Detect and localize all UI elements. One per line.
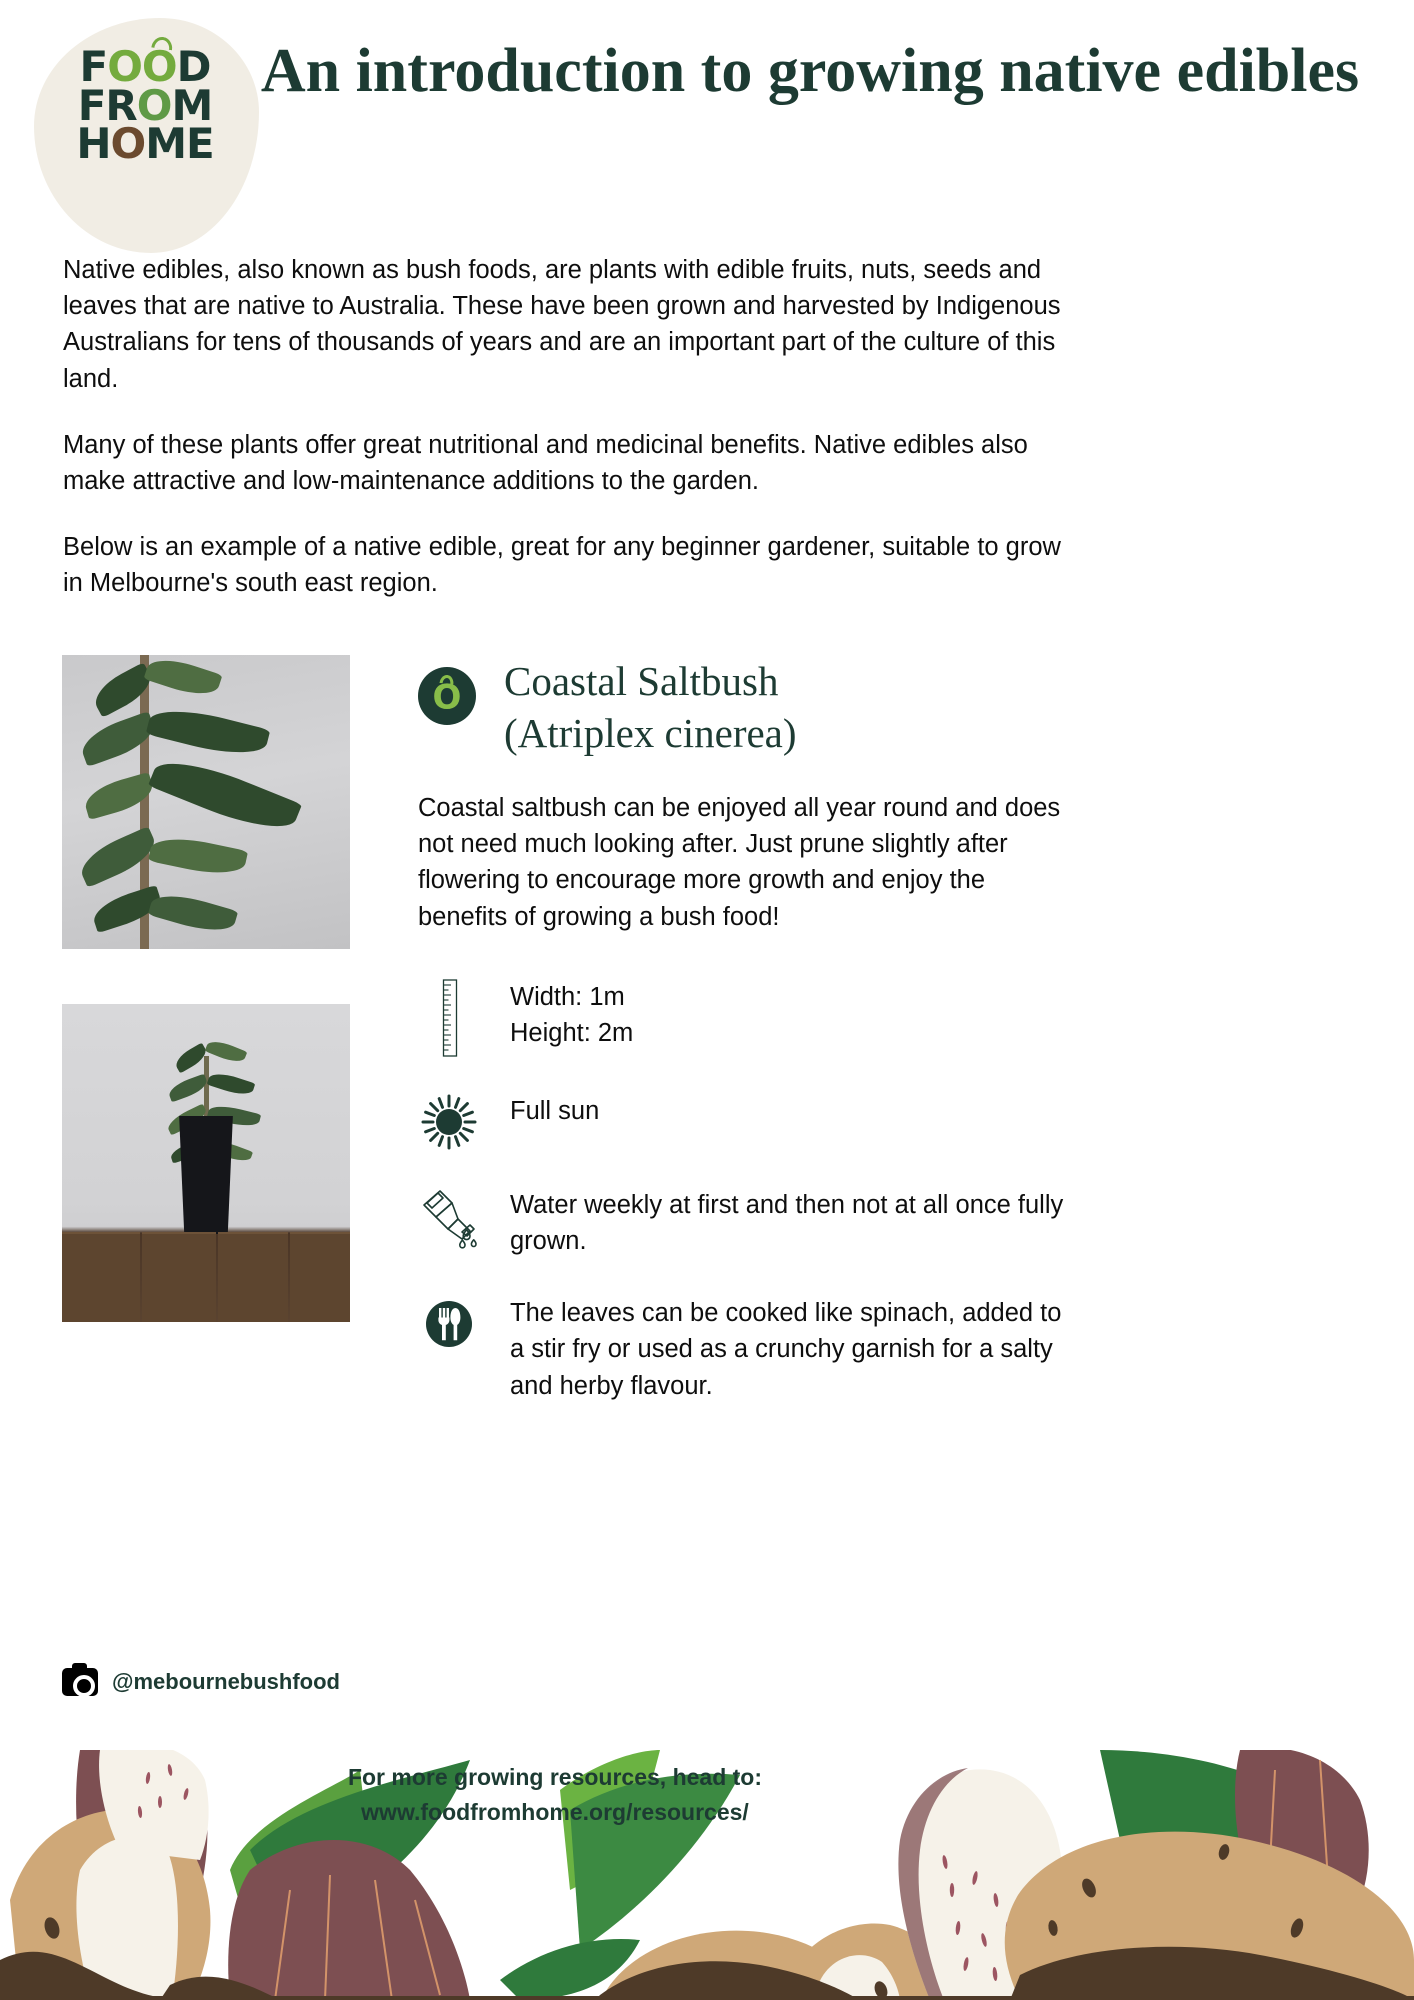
photo-credit[interactable] <box>62 1668 340 1696</box>
plant-name-block <box>504 655 797 760</box>
watering-can-icon <box>418 1185 480 1249</box>
ruler-icon <box>418 977 480 1057</box>
fact-height: Height: 2m <box>510 1018 634 1047</box>
plant-pot <box>174 1116 238 1234</box>
plant-potted-photo <box>62 1004 350 1322</box>
footer-resources <box>0 1760 1110 1829</box>
logo-line-food: FOOD <box>79 42 211 91</box>
fact-water-label: Water weekly at first and then not at all once fully grown. <box>510 1190 1064 1255</box>
footer-line-1: For more growing resources, head to: <box>347 1764 763 1790</box>
fact-sun <box>418 1091 1078 1151</box>
instagram-handle[interactable]: @mebournebushfood <box>112 1669 340 1694</box>
header <box>0 0 1414 245</box>
intro-paragraph-3: Below is an example of a native edible, great for any beginner gardener, suitable to grow in Melbourne's south east region. <box>63 533 1061 598</box>
fact-edible-use-text <box>510 1293 1078 1404</box>
seed-icon: O <box>418 667 476 725</box>
logo-line-from: FROM <box>77 80 213 130</box>
plant-description: Coastal saltbush can be enjoyed all year round and does not need much looking after. Just prune slightly after flowering to encourage more growth and enjoy the benefits of growing a bush food! <box>418 793 1061 931</box>
fact-size-text <box>510 977 633 1051</box>
sun-icon <box>418 1091 480 1151</box>
fact-sun-text <box>510 1091 599 1129</box>
plant-photos <box>62 655 350 1322</box>
fact-edible-use-label: The leaves can be cooked like spinach, added to a stir fry or used as a crunchy garnish for a salty and herby flavour. <box>510 1299 1062 1400</box>
fact-edible-use <box>418 1293 1078 1404</box>
camera-icon <box>62 1668 98 1696</box>
page-title: An introduction to growing native edibles <box>260 37 1360 105</box>
intro-section <box>63 252 1063 602</box>
intro-paragraph-2: Many of these plants offer great nutritional and medicinal benefits. Native edibles also make attractive and low-maintenance additions to the garden. <box>63 430 1028 496</box>
plant-heading <box>418 655 1078 760</box>
plant-details <box>418 655 1078 1404</box>
fact-sun-label: Full sun <box>510 1096 600 1125</box>
plant-closeup-photo <box>62 655 350 949</box>
plant-botanical-name: (Atriplex cinerea) <box>504 710 797 757</box>
fact-water <box>418 1185 1078 1259</box>
fact-width: Width: 1m <box>510 982 625 1011</box>
fork-knife-icon <box>418 1293 480 1353</box>
intro-paragraph-1: Native edibles, also known as bush foods, are plants with edible fruits, nuts, seeds and leaves that are native to Australia. These have been grown and harvested by Indigenous Australians for tens of thousands of years and are an important part of the culture of this land. <box>63 256 1061 393</box>
logo-line-home: HOME <box>76 119 214 169</box>
plant-common-name: Coastal Saltbush <box>504 658 779 704</box>
footer-url[interactable]: www.foodfromhome.org/resources/ <box>361 1798 749 1825</box>
brand-logo <box>60 42 230 169</box>
fact-size <box>418 977 1078 1057</box>
plant-facts <box>418 977 1078 1404</box>
fact-water-text <box>510 1185 1078 1259</box>
